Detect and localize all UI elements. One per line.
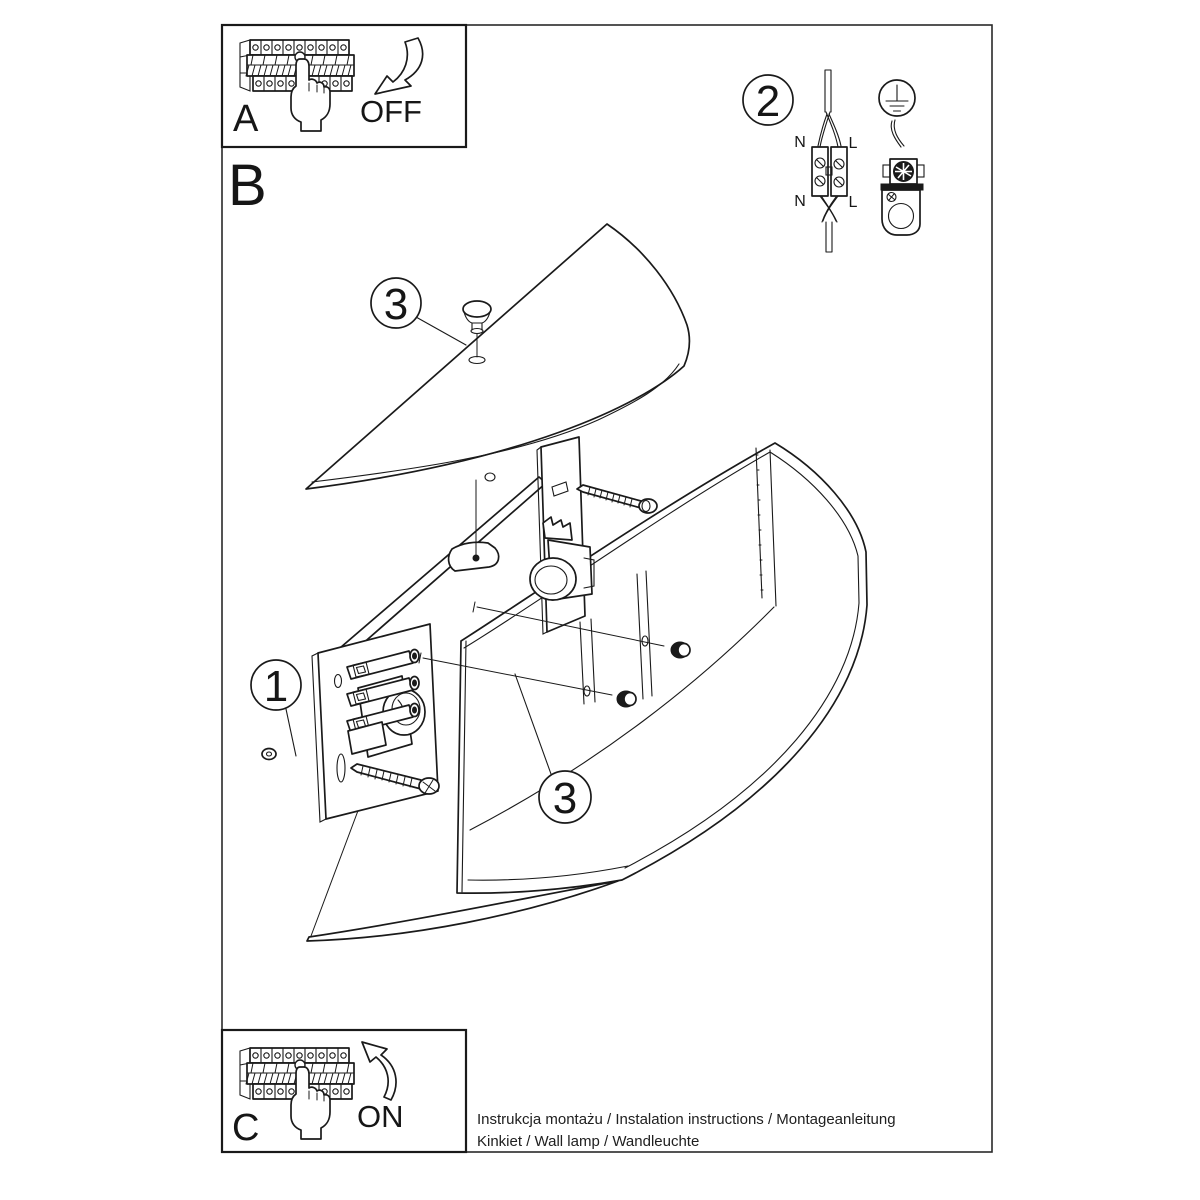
exploded-view bbox=[251, 224, 867, 941]
footer bbox=[477, 1111, 896, 1150]
ground-terminal bbox=[881, 120, 924, 235]
earth-ground-icon bbox=[879, 80, 915, 116]
washer bbox=[262, 749, 276, 760]
step-c-illustration bbox=[232, 1042, 404, 1149]
wiring-detail bbox=[743, 70, 924, 252]
label-l-top: L bbox=[848, 135, 858, 152]
top-cover bbox=[306, 224, 689, 489]
callout-3-bottom-number: 3 bbox=[552, 774, 578, 823]
section-b-label: B bbox=[228, 153, 267, 218]
footer-line-1: Instrukcja montażu / Instalation instructions / Montageanleitung bbox=[477, 1111, 896, 1128]
label-l-bottom: L bbox=[848, 194, 858, 211]
arrow-up-icon bbox=[362, 1042, 396, 1100]
callout-1-number: 1 bbox=[263, 662, 289, 711]
step-c-label: C bbox=[232, 1107, 260, 1149]
callout-2-number: 2 bbox=[755, 77, 781, 126]
step-a-label: A bbox=[233, 98, 259, 140]
step-c-action: ON bbox=[357, 1099, 404, 1134]
footer-line-2: Kinkiet / Wall lamp / Wandleuchte bbox=[477, 1133, 700, 1150]
label-n-top: N bbox=[794, 134, 806, 151]
step-a-illustration bbox=[233, 38, 423, 140]
mounting-screw-top bbox=[577, 485, 641, 508]
label-n-bottom: N bbox=[794, 193, 806, 210]
wall-plate bbox=[312, 624, 438, 822]
arrow-down-icon bbox=[375, 38, 423, 94]
mains-cable-and-terminal bbox=[794, 70, 857, 252]
step-a-action: OFF bbox=[360, 94, 422, 129]
callout-3-top-number: 3 bbox=[383, 280, 409, 329]
lamp-shade bbox=[457, 443, 867, 893]
